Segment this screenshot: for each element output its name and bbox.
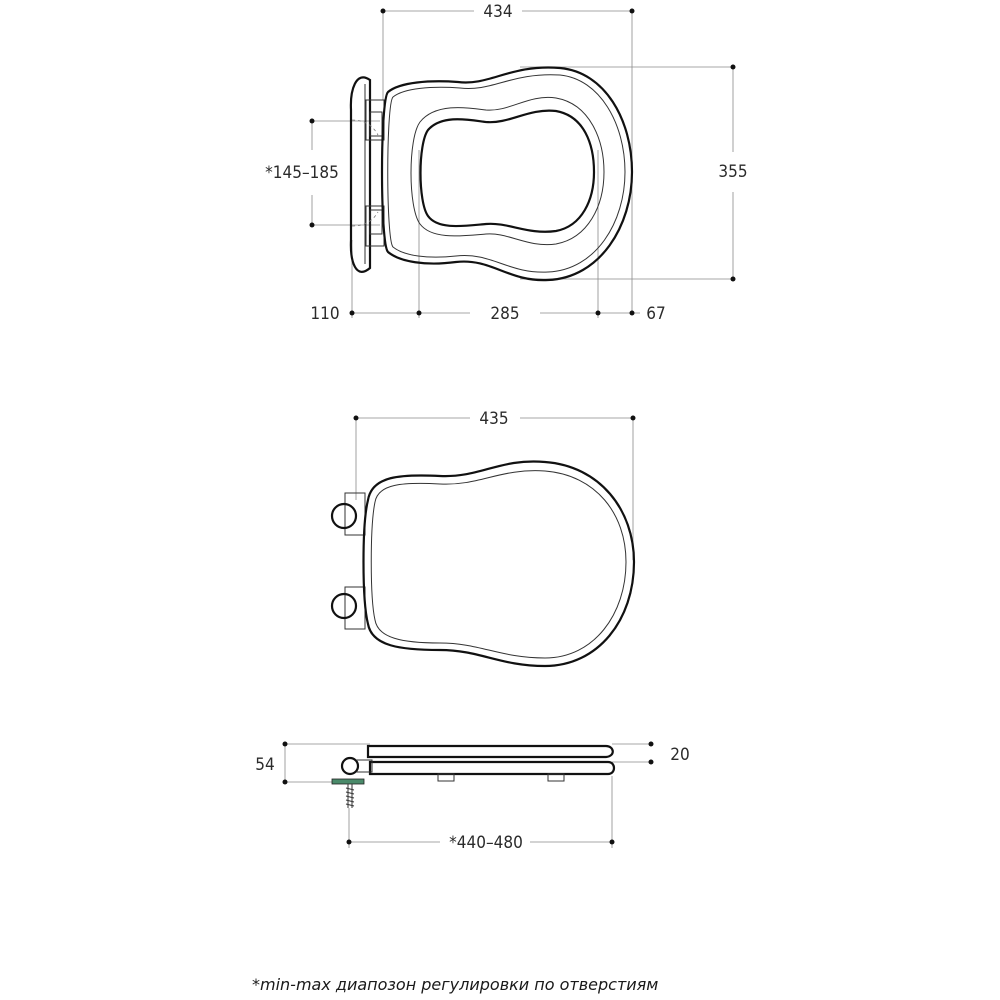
dim-height-54: 54 xyxy=(255,755,275,775)
dim-hinge-spacing: *145–185 xyxy=(265,163,339,183)
footnote: *min-max диапозон регулировки по отверстиям xyxy=(252,975,659,994)
dim-fixing-range: *440–480 xyxy=(449,833,523,853)
dim-depth-355: 355 xyxy=(718,162,748,182)
dim-hinge-offset-110: 110 xyxy=(310,304,340,324)
lid-view xyxy=(332,409,636,666)
dim-opening-285: 285 xyxy=(490,304,520,324)
dim-lid-thickness-20: 20 xyxy=(670,745,690,765)
dim-lid-width-435: 435 xyxy=(479,409,509,429)
side-view xyxy=(255,742,689,854)
dim-front-67: 67 xyxy=(646,304,666,324)
top-view-seat xyxy=(265,2,747,324)
dim-width-434: 434 xyxy=(483,2,513,22)
